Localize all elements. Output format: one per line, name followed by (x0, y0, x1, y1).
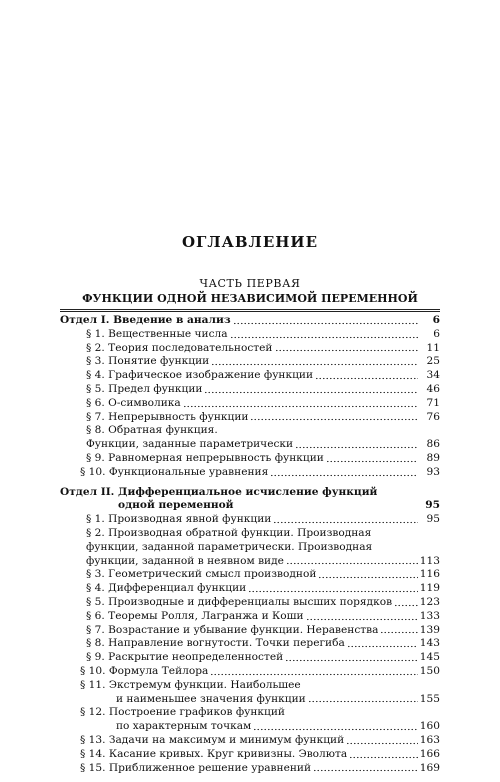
toc-entry (60, 762, 440, 776)
toc-entry-number: § 6. (86, 609, 109, 622)
toc-entry-title: Дифференциал функции (108, 582, 247, 595)
toc-leader-dots (183, 405, 418, 408)
toc-entry (60, 693, 440, 707)
toc-entry-number: § 3. (86, 568, 109, 581)
toc-entry-title: Функциональные уравнения (108, 465, 269, 478)
toc-entry (60, 342, 440, 356)
toc-entry (60, 355, 440, 369)
toc-entry-number: § 4. (86, 369, 109, 382)
toc-entry-title: Равномерная непрерывность функции (108, 451, 324, 464)
part-title: ФУНКЦИИ ОДНОЙ НЕЗАВИСИМОЙ ПЕРЕМЕННОЙ (82, 292, 418, 305)
toc-entry-title: Направление вогнутости. Точки перегиба (108, 637, 345, 650)
toc-entry-title: Функции, заданные параметрически (86, 438, 294, 451)
toc-leader-dots (270, 474, 418, 477)
toc-entry-title: О-символика (108, 396, 181, 409)
part-label: ЧАСТЬ ПЕРВАЯ (199, 277, 301, 290)
toc-entry-title: Отдел II. Дифференциальное исчисление функций (60, 485, 378, 498)
toc-page-number: 93 (426, 465, 440, 478)
toc-entry-title: Понятие функции (108, 355, 210, 368)
toc-entry-title: Производные и дифференциалы высших порядков (108, 595, 393, 608)
toc-entry-title: Обратная функция. (108, 424, 218, 437)
toc-page-number: 11 (426, 341, 440, 354)
toc-leader-dots (211, 363, 418, 366)
toc-entry (60, 637, 440, 651)
toc-entry-title: Теория последовательностей (108, 341, 273, 354)
toc-entry (60, 486, 440, 500)
toc-leader-dots (273, 521, 418, 524)
toc-entry (60, 706, 440, 720)
toc-entry-title: функции, заданной в неявном виде (86, 554, 284, 567)
toc-leader-dots (349, 756, 418, 759)
toc-leader-dots (347, 645, 418, 648)
toc-entry (60, 452, 440, 466)
toc-entry-title: Отдел I. Введение в анализ (60, 314, 231, 326)
toc-page-number: 89 (426, 451, 440, 464)
toc-entry-title: Вещественные числа (108, 327, 228, 340)
toc-entry (60, 369, 440, 383)
toc-entry-number: § 6. (86, 396, 109, 409)
toc-entry-title: Производная явной функции (108, 513, 272, 526)
toc-entry-number: § 2. (86, 341, 109, 354)
toc-page-number: 71 (426, 396, 440, 409)
toc-leader-dots (394, 604, 418, 607)
toc-page-number: 6 (433, 327, 440, 340)
toc-entry-number: § 13. (80, 733, 109, 746)
toc-entry (60, 466, 440, 480)
toc-entry-number: § 9. (86, 451, 109, 464)
toc-entry (60, 328, 440, 342)
toc-leader-dots (346, 742, 418, 745)
toc-entry (60, 383, 440, 397)
toc-entry (60, 513, 440, 527)
toc-entry (60, 734, 440, 748)
toc-entry-number: § 2. (86, 526, 109, 539)
toc-entry (60, 720, 440, 734)
toc-leader-dots (326, 460, 418, 463)
toc-entry-title: Раскрытие неопределенностей (108, 651, 284, 664)
toc-entry-number: § 10. (80, 664, 109, 677)
toc-entry (60, 679, 440, 693)
toc-entry-title: по характерным точкам (116, 720, 252, 733)
toc-entry-title: Теоремы Ролля, Лагранжа и Коши (108, 609, 304, 622)
toc-entry (60, 438, 440, 452)
toc-entry-title: Непрерывность функции (108, 410, 249, 423)
toc-page-number: 46 (426, 382, 440, 395)
toc-leader-dots (204, 391, 418, 394)
toc-entry (60, 596, 440, 610)
toc-entry-number: § 5. (86, 382, 109, 395)
toc-leader-dots (306, 618, 418, 621)
toc-entry-number: § 7. (86, 623, 109, 636)
toc-leader-dots (275, 349, 419, 352)
toc-page-number: 86 (426, 438, 440, 451)
toc-entry-title: одной переменной (118, 499, 234, 512)
toc-page-number: 169 (419, 761, 440, 774)
toc-entry-title: Задачи на максимум и минимум функций (108, 733, 345, 746)
toc-entry-number: § 1. (86, 327, 109, 340)
toc-entry (60, 541, 440, 555)
toc-entry-title: Геометрический смысл производной (108, 568, 317, 581)
toc-leader-dots (286, 562, 418, 565)
toc-entry-number: § 4. (86, 582, 109, 595)
toc-entry-number: § 12. (80, 706, 109, 719)
toc-entry-title: Графическое изображение функции (108, 369, 314, 382)
toc-page-number: 163 (419, 733, 440, 746)
toc-entry (60, 568, 440, 582)
toc-page-number: 76 (426, 410, 440, 423)
toc-page-number: 133 (419, 609, 440, 622)
toc-entry-number: § 7. (86, 410, 109, 423)
toc-leader-dots (233, 322, 418, 325)
toc-entry (60, 499, 440, 513)
toc-entry-number: § 3. (86, 355, 109, 368)
toc-entry (60, 748, 440, 762)
toc-page-number: 155 (419, 692, 440, 705)
toc-entry (60, 555, 440, 569)
toc-entry-title: и наименьшее значения функции (116, 692, 306, 705)
toc-entry-title: Построение графиков функций (108, 706, 285, 719)
toc-entry-number: § 8. (86, 424, 109, 437)
toc-entry (60, 397, 440, 411)
toc-page-number: 95 (426, 513, 440, 526)
toc-entry-number: § 10. (80, 465, 109, 478)
toc-leader-dots (313, 769, 418, 772)
toc-entry-number: § 14. (80, 747, 109, 760)
toc-leader-dots (318, 576, 417, 579)
toc-page-number: 143 (419, 637, 440, 650)
toc-entry (60, 665, 440, 679)
table-of-contents (60, 314, 440, 775)
toc-leader-dots (380, 631, 417, 634)
toc-entry (60, 610, 440, 624)
toc-entry-title: Производная обратной функции. Производная (108, 526, 372, 539)
toc-entry-number: § 1. (86, 513, 109, 526)
toc-entry-title: Возрастание и убывание функции. Неравенства (108, 623, 379, 636)
top-rule (60, 309, 440, 310)
toc-leader-dots (308, 700, 418, 703)
toc-page-number: 145 (419, 651, 440, 664)
toc-page-number: 6 (432, 314, 440, 326)
toc-entry-title: функции, заданной параметрически. Производная (86, 540, 373, 553)
toc-entry (60, 624, 440, 638)
toc-leader-dots (285, 659, 418, 662)
toc-leader-dots (295, 446, 418, 449)
toc-page-number: 166 (419, 747, 440, 760)
toc-page-number: 119 (419, 582, 440, 595)
toc-leader-dots (210, 673, 417, 676)
toc-page-number: 34 (426, 369, 440, 382)
toc-page-number: 25 (426, 355, 440, 368)
toc-entry-title: Касание кривых. Круг кривизны. Эволюта (108, 747, 348, 760)
toc-page-number: 139 (419, 623, 440, 636)
toc-page-number: 123 (419, 595, 440, 608)
page-title: ОГЛАВЛЕНИЕ (181, 233, 319, 251)
toc-entry (60, 582, 440, 596)
toc-leader-dots (250, 418, 418, 421)
toc-entry-number: § 8. (86, 637, 109, 650)
toc-entry (60, 424, 440, 438)
top-rule-thin (60, 311, 440, 312)
toc-leader-dots (315, 377, 418, 380)
toc-page-number: 113 (419, 554, 440, 567)
toc-leader-dots (230, 336, 418, 339)
toc-entry (60, 527, 440, 541)
toc-leader-dots (248, 590, 418, 593)
toc-entry-title: Формула Тейлора (108, 664, 209, 677)
toc-page-number: 160 (419, 720, 440, 733)
toc-entry-number: § 9. (86, 651, 109, 664)
toc-entry-title: Приближенное решение уравнений (108, 761, 312, 774)
toc-entry (60, 314, 440, 328)
toc-entry-number: § 5. (86, 595, 109, 608)
toc-entry-title: Экстремум функции. Наибольшее (108, 678, 301, 691)
toc-entry (60, 651, 440, 665)
toc-entry-title: Предел функции (108, 382, 203, 395)
toc-leader-dots (253, 728, 418, 731)
toc-entry (60, 411, 440, 425)
toc-entry-number: § 11. (80, 678, 109, 691)
toc-page-number: 95 (425, 499, 440, 512)
toc-entry-number: § 15. (80, 761, 109, 774)
toc-page-number: 116 (419, 568, 440, 581)
toc-page-number: 150 (419, 664, 440, 677)
